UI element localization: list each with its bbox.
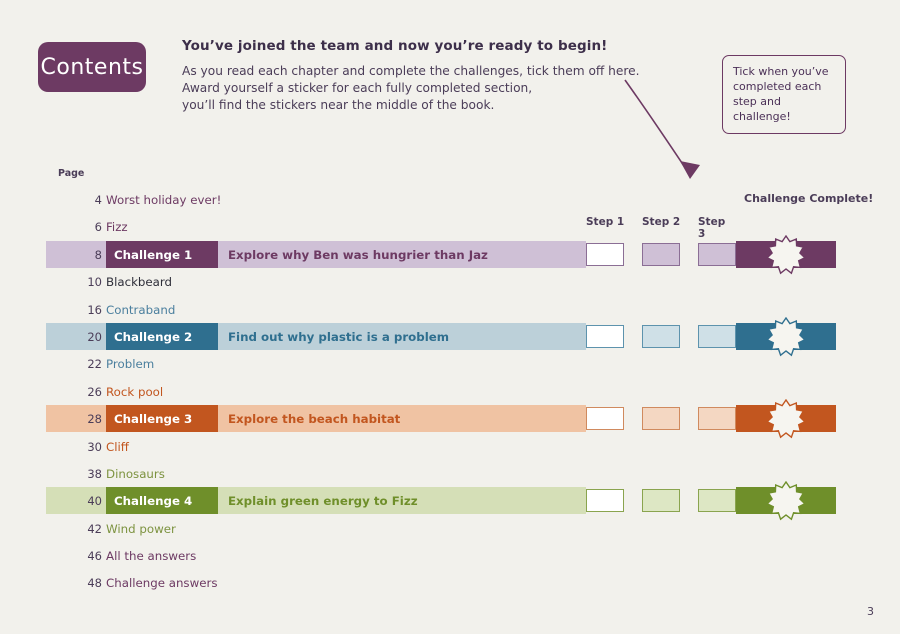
contents-row (46, 296, 856, 323)
contents-row (46, 515, 856, 542)
step-checkbox-group (586, 405, 736, 432)
row-title: Contraband (106, 302, 176, 317)
step-1-checkbox[interactable] (586, 407, 624, 430)
step-2-checkbox[interactable] (642, 243, 680, 266)
step-3-checkbox[interactable] (698, 325, 736, 348)
challenge-row (46, 405, 856, 432)
step-2-checkbox[interactable] (642, 325, 680, 348)
step-checkbox-group (586, 487, 736, 514)
intro-line-1: As you read each chapter and complete the challenges, tick them off here. (182, 64, 640, 78)
challenge-name: Challenge 4 (114, 494, 193, 509)
contents-row (46, 268, 856, 295)
contents-row (46, 569, 856, 596)
intro-text-block (182, 38, 652, 114)
row-title: Dinosaurs (106, 466, 165, 481)
challenge-name: Challenge 1 (114, 247, 193, 262)
row-title: Explain green energy to Fizz (228, 494, 418, 509)
step-1-checkbox[interactable] (586, 489, 624, 512)
step-checkbox-group (586, 241, 736, 268)
row-page-number: 48 (87, 576, 102, 591)
row-title: Explore the beach habitat (228, 412, 401, 427)
intro-line-3: you’ll find the stickers near the middle of the book. (182, 98, 495, 112)
challenge-row (46, 323, 856, 350)
row-page-number: 46 (87, 549, 102, 564)
step-1-checkbox[interactable] (586, 243, 624, 266)
challenge-name: Challenge 3 (114, 412, 193, 427)
page-column-label: Page (58, 168, 85, 179)
row-title: Fizz (106, 220, 128, 235)
step-1-label: Step 1 (586, 216, 625, 228)
row-title: Cliff (106, 439, 129, 454)
contents-title: Contents (40, 54, 144, 80)
challenge-complete-label: Challenge Complete! (744, 192, 874, 205)
row-title: Explore why Ben was hungrier than Jaz (228, 247, 488, 262)
row-title: All the answers (106, 549, 197, 564)
step-checkbox-group (586, 323, 736, 350)
contents-row (46, 542, 856, 569)
row-page-number: 42 (87, 521, 102, 536)
contents-row (46, 460, 856, 487)
row-title: Wind power (106, 521, 176, 536)
tick-instruction-note: Tick when you’ve completed each step and challenge! (722, 55, 846, 134)
step-1-checkbox[interactable] (586, 325, 624, 348)
row-page-number: 40 (87, 494, 102, 509)
challenge-name: Challenge 2 (114, 329, 193, 344)
row-page-number: 10 (87, 275, 102, 290)
contents-row (46, 378, 856, 405)
challenge-row (46, 487, 856, 514)
row-page-number: 8 (94, 247, 102, 262)
contents-row (46, 186, 856, 213)
row-title: Challenge answers (106, 576, 218, 591)
contents-title-badge (38, 42, 146, 92)
step-3-label: Step 3 (698, 216, 726, 240)
row-page-number: 20 (87, 329, 102, 344)
step-3-checkbox[interactable] (698, 489, 736, 512)
step-3-checkbox[interactable] (698, 407, 736, 430)
row-page-number: 38 (87, 466, 102, 481)
row-page-number: 30 (87, 439, 102, 454)
row-page-number: 28 (87, 412, 102, 427)
step-2-label: Step 2 (642, 216, 681, 228)
step-2-checkbox[interactable] (642, 407, 680, 430)
challenge-row (46, 241, 856, 268)
row-title: Worst holiday ever! (106, 193, 222, 207)
row-page-number: 6 (94, 220, 102, 235)
contents-row (46, 213, 856, 240)
row-title: Rock pool (106, 384, 164, 399)
intro-line-2: Award yourself a sticker for each fully completed section, (182, 81, 533, 95)
intro-headline: You’ve joined the team and now you’re ready to begin! (182, 38, 608, 54)
step-2-checkbox[interactable] (642, 489, 680, 512)
contents-row-list (46, 186, 856, 597)
row-page-number: 16 (87, 302, 102, 317)
row-title: Blackbeard (106, 275, 173, 290)
contents-row (46, 433, 856, 460)
footer-page-number: 3 (867, 605, 874, 618)
row-title: Find out why plastic is a problem (228, 329, 450, 344)
row-page-number: 22 (87, 357, 102, 372)
step-3-checkbox[interactable] (698, 243, 736, 266)
row-page-number: 26 (87, 384, 102, 399)
row-title: Problem (106, 357, 155, 372)
row-page-number: 4 (94, 193, 102, 207)
contents-row (46, 350, 856, 377)
